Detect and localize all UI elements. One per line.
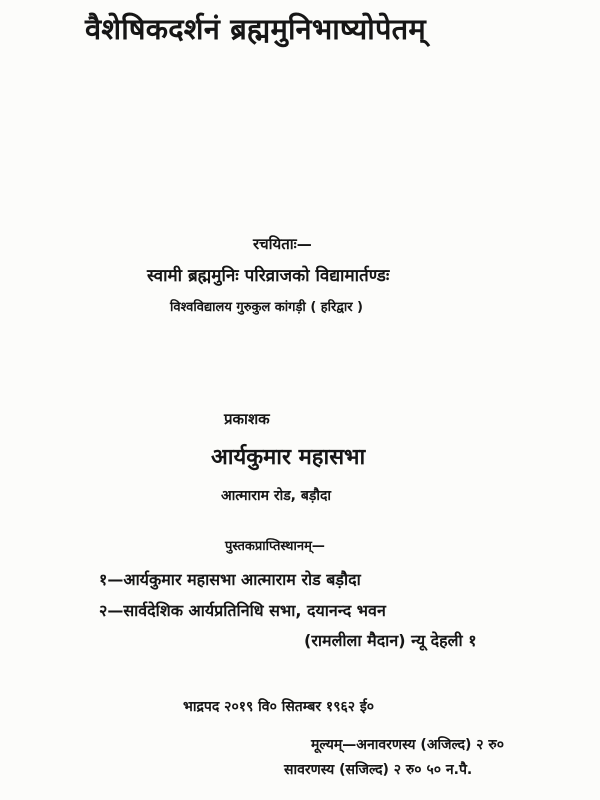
author-name: स्वामी ब्रह्ममुनिः परिव्राजको विद्यामार्तण्डः	[147, 266, 390, 286]
author-affiliation: विश्वविद्यालय गुरुकुल कांगड़ी ( हरिद्वार )	[170, 300, 363, 315]
page-title: वैशेषिकदर्शनं ब्रह्ममुनिभाष्योपेतम्	[85, 12, 426, 46]
availability-label: पुस्तकप्राप्तिस्थानम्—	[225, 539, 325, 554]
publisher-name: आर्यकुमार महासभा	[211, 445, 366, 470]
publisher-label: प्रकाशक	[224, 410, 270, 428]
publisher-address: आत्माराम रोड, बड़ौदा	[221, 488, 332, 504]
availability-item-2: २—सार्वदेशिक आर्यप्रतिनिधि सभा, दयानन्द भवन	[99, 601, 386, 620]
price-bound: सावरणस्य (सजिल्द) २ रु० ५० न.पै.	[284, 762, 473, 778]
price-unbound: मूल्यम्—अनावरणस्य (अजिल्द) २ रु०	[311, 737, 505, 753]
availability-item-2-continuation: (रामलीला मैदान) न्यू देहली १	[304, 631, 477, 650]
author-label: रचयिताः—	[253, 235, 312, 253]
availability-item-1: १—आर्यकुमार महासभा आत्माराम रोड बड़ौदा	[99, 570, 361, 589]
publication-date: भाद्रपद २०१९ वि० सितम्बर १९६२ ई०	[183, 699, 375, 715]
